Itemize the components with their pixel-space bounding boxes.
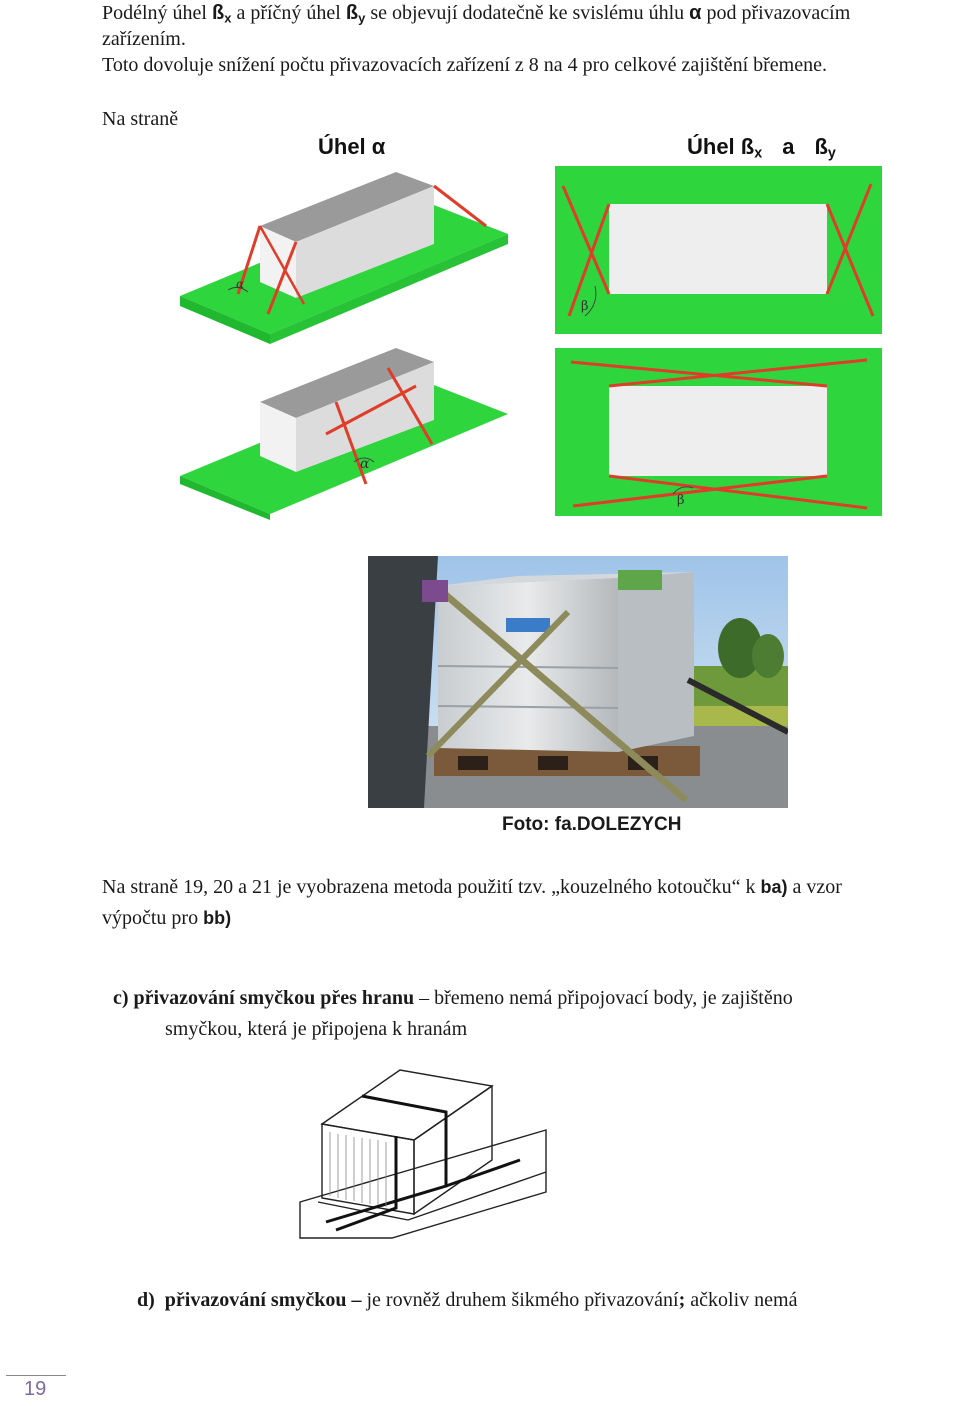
intro-line-3: Toto dovoluje snížení počtu přivazovacích zařízení z 8 na 4 pro celkové zajištění břemene. (102, 54, 827, 76)
beta-mark: β (581, 299, 589, 314)
alpha-mark: α (236, 277, 245, 291)
intro-text: a příčný úhel (231, 2, 346, 24)
strap-fitting (422, 580, 448, 602)
beta-mark: β (677, 493, 685, 508)
page-number: 19 (24, 1378, 47, 1400)
photo-caption: Foto: fa.DOLEZYCH (502, 814, 682, 835)
section-c-marker: c) (113, 987, 129, 1009)
alpha-diagram-bottom (176, 344, 510, 520)
section-c-heading: c) přivazování smyčkou přes hranu – břemeno nemá připojovací body, je zajištěno (113, 987, 793, 1009)
beta-y-symbol: $ß_y$ (345, 2, 366, 26)
label-angle-alpha: Úhel α (318, 134, 386, 159)
box-top-view (609, 204, 827, 294)
intro-line-4: Na straně (102, 108, 179, 130)
tree (752, 634, 784, 678)
reference-bb: bb) (203, 908, 232, 928)
alpha-symbol: α (689, 2, 702, 24)
intro-text: Podélný úhel (102, 2, 212, 24)
alpha-diagram-top (176, 164, 510, 354)
intro-line-2: zařízením. (102, 28, 186, 50)
intro-text: pod přivazovacím (701, 2, 851, 24)
loop-strap (446, 1160, 520, 1186)
beta-diagram-top (555, 166, 882, 334)
reference-ba: ba) (760, 877, 788, 897)
intro-line-1 (102, 0, 850, 26)
label-angle-beta: Úhel $ß_x$ a $ß_y$ (687, 134, 836, 162)
magic-disc-line-1: Na straně 19, 20 a 21 je vyobrazena metoda použití tzv. „kouzelného kotoučku“ k ba) a vzor (102, 876, 842, 898)
pallet-slot (458, 756, 488, 770)
floor (300, 1130, 546, 1238)
section-c-title: přivazování smyčkou přes hranu (133, 987, 415, 1009)
section-d-title: přivazování smyčkou (164, 1289, 347, 1311)
section-c-line-2: smyčkou, která je připojena k hranám (165, 1018, 468, 1040)
intro-text: se objevují dodatečně ke svislému úhlu (365, 2, 690, 24)
box-top-view (609, 386, 827, 476)
cargo-photo (368, 556, 788, 808)
magic-disc-line-2: výpočtu pro bb) (102, 907, 232, 929)
container-side (618, 572, 694, 752)
strap-fitting (618, 570, 662, 590)
alpha-mark: α (360, 456, 370, 472)
pallet-slot (538, 756, 568, 770)
section-d-marker: d) (137, 1289, 155, 1311)
edge-loop-diagram (296, 1062, 552, 1242)
container-label (506, 618, 550, 632)
footer-rule (6, 1375, 66, 1376)
beta-x-symbol: $ß_x$ (212, 2, 232, 26)
section-d-heading: d) přivazování smyčkou – je rovněž druhem šikmého přivazování; ačkoliv nemá (137, 1289, 798, 1311)
beta-diagram-bottom (555, 348, 882, 516)
